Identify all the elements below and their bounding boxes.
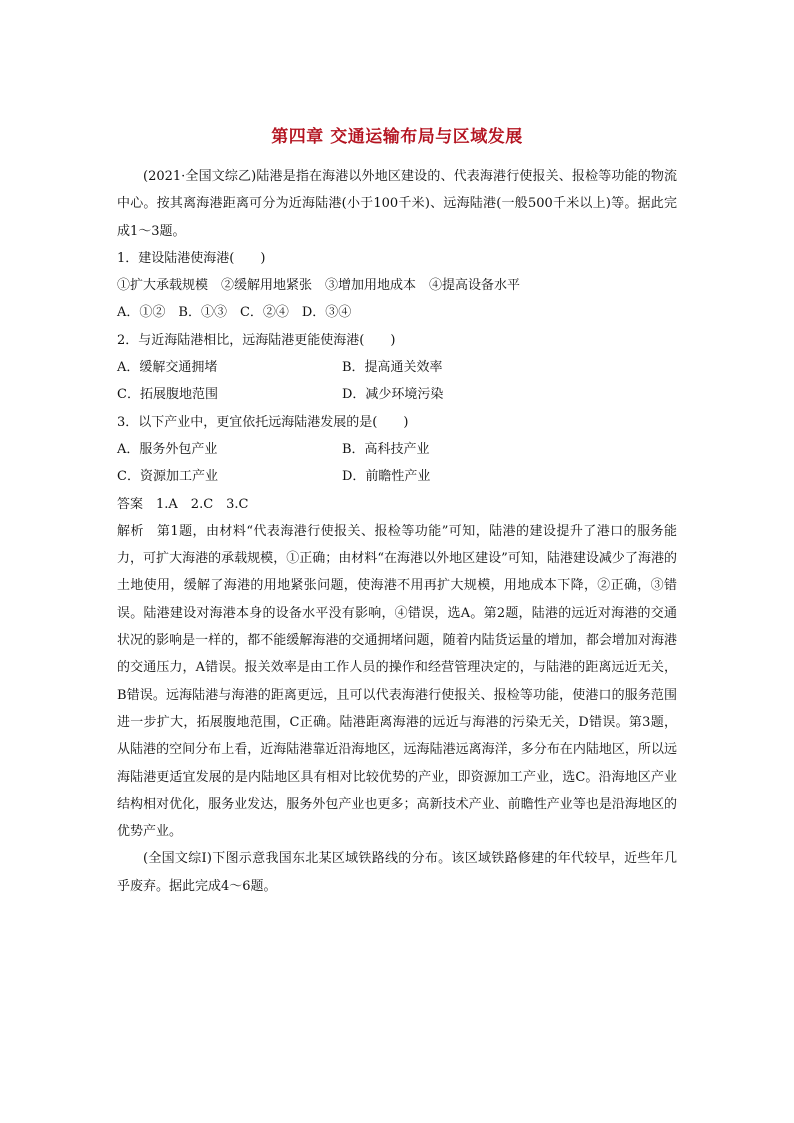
answer-text: 1.A 2.C 3.C bbox=[156, 496, 249, 512]
intro-paragraph-2: (全国文综Ⅰ)下图示意我国东北某区域铁路线的分布。该区域铁路修建的年代较早，近些年几乎废弃。据此完成4～6题。 bbox=[117, 851, 677, 894]
question-3-option-a: A．服务外包产业 bbox=[117, 441, 218, 457]
analysis-paragraph bbox=[117, 518, 677, 846]
question-3-option-b: B．高科技产业 bbox=[342, 441, 430, 457]
intro-paragraph-1: (2021·全国文综乙)陆港是指在海港以外地区建设的、代表海港行使报关、报检等功能的物流中心。按其离海港距离可分为近海陆港(小于100千米)、远海陆港(一般500千米以上)等。据此完成1～3题。 bbox=[117, 169, 677, 239]
question-1-items: ①扩大承载规模 ②缓解用地紧张 ③增加用地成本 ④提高设备水平 bbox=[117, 278, 521, 294]
question-1-stem: 1．建设陆港使海港( ) bbox=[117, 250, 266, 266]
analysis-label: 解析 bbox=[117, 523, 144, 539]
question-2-options-row-2 bbox=[117, 381, 677, 408]
question-2-option-d: D．减少环境污染 bbox=[342, 387, 444, 403]
question-1-options: A．①② B．①③ C．②④ D．③④ bbox=[117, 305, 352, 321]
answer-label: 答案 bbox=[117, 496, 144, 512]
analysis-text: 第1题，由材料“代表海港行使报关、报检等功能”可知，陆港的建设提升了港口的服务能力，可扩大海港的承载规模，①正确；由材料“在海港以外地区建设”可知，陆港建设减少了海港的土地使用，缓解了海港的用地紧张问题，使海港不用再扩大规模，用地成本下降，②正确，③错误。陆港建设对海港本身的设备水平没有影响，④错误，选A。第2题，陆港的远近对海港的交通状况的影响是一样的，都不能缓解海港的交通拥堵问题，随着内陆货运量的增加，都会增加对海港的交通压力，A错误。报关效率是由工作人员的操作和经营管理决定的，与陆港的距离远近无关，B错误。远海陆港与海港的距离更远，且可以代表海港行使报关、报检等功能，使港口的服务范围进一步扩大，拓展腹地范围，C正确。陆港距离海港的远近与海港的污染无关，D错误。第3题，从陆港的空间分布上看，近海陆港靠近沿海地区，远海陆港远离海洋，多分布在内陆地区，所以远海陆港更适宜发展的是内陆地区具有相对比较优势的产业，即资源加工产业，选C。沿海地区产业结构相对优化，服务业发达，服务外包产业也更多；高新技术产业、前瞻性产业等也是沿海地区的优势产业。 bbox=[117, 523, 677, 840]
question-2-option-b: B．提高通关效率 bbox=[342, 360, 443, 376]
question-3-option-d: D．前瞻性产业 bbox=[342, 469, 431, 485]
question-3-option-c: C．资源加工产业 bbox=[117, 469, 218, 485]
question-3-stem: 3．以下产业中，更宜依托远海陆港发展的是( ) bbox=[117, 414, 409, 430]
question-2-option-c: C．拓展腹地范围 bbox=[117, 387, 218, 403]
question-2-options-row-1 bbox=[117, 354, 677, 381]
content-body bbox=[117, 163, 677, 900]
question-2-stem: 2．与近海陆港相比，远海陆港更能使海港( ) bbox=[117, 332, 396, 348]
answer-line bbox=[117, 491, 677, 518]
chapter-title: 第四章 交通运输布局与区域发展 bbox=[271, 127, 523, 147]
question-3-options-row-1 bbox=[117, 436, 677, 463]
question-3-options-row-2 bbox=[117, 463, 677, 490]
question-2-option-a: A．缓解交通拥堵 bbox=[117, 360, 218, 376]
